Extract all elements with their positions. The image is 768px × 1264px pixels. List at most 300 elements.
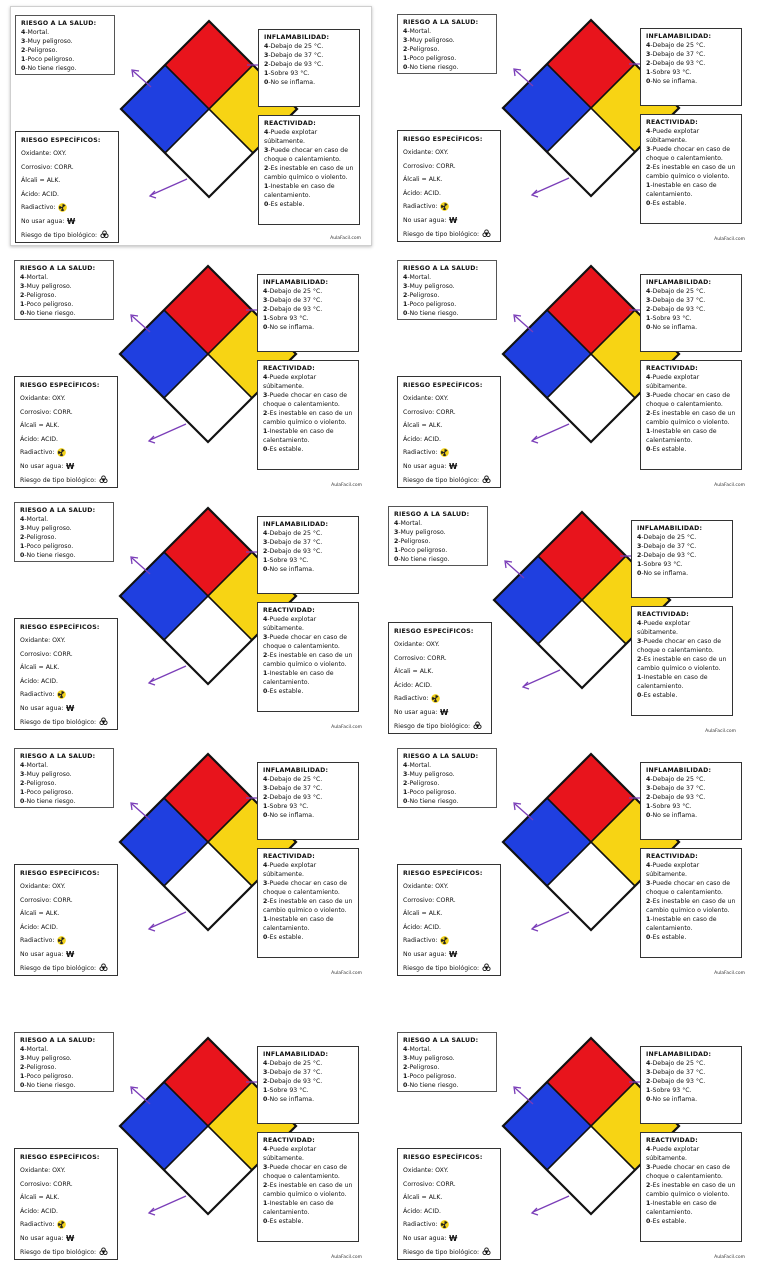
legend-level-number: 4 xyxy=(646,1060,651,1067)
legend-line xyxy=(646,775,736,784)
legend-level-text: -Debajo de 25 °C. xyxy=(267,776,323,783)
legend-level-number: 0 xyxy=(646,446,651,453)
legend-line xyxy=(646,127,736,145)
biohazard-icon xyxy=(99,475,108,484)
legend-level-text: -Mortal. xyxy=(407,762,432,769)
legend-line xyxy=(646,793,736,802)
legend-level-number: 3 xyxy=(263,539,268,546)
legend-line xyxy=(646,145,736,163)
specific-risk-line xyxy=(20,1218,112,1232)
legend-line xyxy=(646,915,736,933)
legend-level-number: 4 xyxy=(646,374,651,381)
legend-line xyxy=(264,60,354,69)
specific-risk-text: Álcali = ALK. xyxy=(403,176,443,184)
legend-line xyxy=(403,1072,491,1081)
health-legend-box xyxy=(14,748,114,808)
legend-level-text: -Es estable. xyxy=(650,200,687,207)
specific-risk-text: Ácido: ACID. xyxy=(20,677,59,685)
legend-level-number: 3 xyxy=(263,297,268,304)
legend-line xyxy=(403,273,491,282)
legend-level-text: -Poco peligroso. xyxy=(407,1073,457,1080)
arrow-health xyxy=(515,70,533,86)
legend-line xyxy=(637,560,727,569)
specific-risk-line xyxy=(20,702,112,716)
legend-level-number: 3 xyxy=(646,1069,651,1076)
legend-line xyxy=(263,314,353,323)
legend-line xyxy=(264,164,354,182)
legend-level-number: 2 xyxy=(403,1064,408,1071)
radioactive-icon xyxy=(431,694,440,703)
legend-level-number: 3 xyxy=(646,51,651,58)
legend-level-number: 2 xyxy=(394,538,399,545)
specific-risk-text: Álcali = ALK. xyxy=(403,910,443,918)
specific-risk-line xyxy=(20,962,112,976)
legend-line xyxy=(403,1054,491,1063)
legend-level-number: 4 xyxy=(264,129,269,136)
specific-risk-text: Oxidante: OXY. xyxy=(403,1167,449,1174)
legend-line xyxy=(263,687,353,696)
specific-risk-line xyxy=(20,921,112,935)
legend-line xyxy=(263,793,353,802)
legend-level-text: -Inestable en caso de calentamiento. xyxy=(646,428,717,444)
specific-risk-line xyxy=(403,1246,495,1260)
specific-risk-legend-box xyxy=(388,622,492,734)
specific-risk-text: Riesgo de tipo biológico: xyxy=(403,964,480,972)
legend-level-number: 3 xyxy=(646,880,651,887)
legend-level-number: 4 xyxy=(20,1046,25,1053)
legend-level-text: -Puede chocar en caso de choque o calentamiento. xyxy=(264,147,349,163)
legend-level-text: -Muy peligroso. xyxy=(24,771,72,778)
specific-risk-text: No usar agua: xyxy=(20,1234,64,1242)
legend-level-number: 0 xyxy=(646,78,651,85)
radioactive-icon xyxy=(440,1220,449,1229)
reactivity-legend-title: REACTIVIDAD: xyxy=(646,1137,698,1144)
legend-level-number: 4 xyxy=(263,1146,268,1153)
legend-level-text: -No tiene riesgo. xyxy=(24,310,76,317)
legend-level-text: -No se inflama. xyxy=(650,324,698,331)
legend-level-text: -Debajo de 25 °C. xyxy=(267,1060,323,1067)
legend-level-text: -No se inflama. xyxy=(268,79,316,86)
legend-level-text: -Muy peligroso. xyxy=(407,771,455,778)
specific-risk-text: Álcali = ALK. xyxy=(394,668,434,676)
legend-level-number: 2 xyxy=(20,780,25,787)
specific-risk-line xyxy=(21,201,113,215)
legend-level-text: -Puede chocar en caso de choque o calentamiento. xyxy=(263,1164,348,1180)
legend-level-number: 0 xyxy=(646,1218,651,1225)
no-water-icon xyxy=(440,707,449,716)
legend-level-number: 3 xyxy=(646,392,651,399)
no-water-icon xyxy=(449,215,458,224)
legend-level-text: -No se inflama. xyxy=(641,570,689,577)
health-legend-box xyxy=(397,260,497,320)
legend-level-text: -Es estable. xyxy=(641,692,678,699)
nfpa-label-card xyxy=(10,740,372,980)
legend-level-number: 1 xyxy=(637,674,642,681)
flammability-legend-title: INFLAMABILIDAD: xyxy=(263,279,329,286)
radioactive-icon xyxy=(440,202,449,211)
legend-level-text: -Debajo de 37 °C. xyxy=(650,1069,706,1076)
nfpa-label-card xyxy=(10,6,372,246)
arrow-health xyxy=(506,562,524,578)
legend-level-number: 1 xyxy=(263,428,268,435)
legend-level-text: -Poco peligroso. xyxy=(407,55,457,62)
legend-level-number: 0 xyxy=(263,324,268,331)
legend-line xyxy=(20,273,108,282)
legend-line xyxy=(20,779,108,788)
flammability-legend-box xyxy=(257,762,359,840)
legend-level-text: -Sobre 93 °C. xyxy=(641,561,683,568)
reactivity-legend-box xyxy=(640,114,742,224)
health-legend-lines xyxy=(394,519,482,564)
legend-level-number: 2 xyxy=(263,548,268,555)
biohazard-icon xyxy=(100,230,109,239)
legend-level-number: 0 xyxy=(646,200,651,207)
radioactive-icon xyxy=(58,203,67,212)
legend-level-number: 3 xyxy=(263,634,268,641)
legend-line xyxy=(646,296,736,305)
legend-level-text: -No tiene riesgo. xyxy=(407,798,459,805)
legend-level-number: 3 xyxy=(394,529,399,536)
legend-line xyxy=(263,861,353,879)
flammability-legend-title: INFLAMABILIDAD: xyxy=(637,525,703,532)
legend-level-text: -Inestable en caso de calentamiento. xyxy=(646,1200,717,1216)
legend-line xyxy=(20,788,108,797)
legend-line xyxy=(646,305,736,314)
legend-line xyxy=(646,1145,736,1163)
specific-risk-text: Radiactivo: xyxy=(20,937,55,945)
legend-level-text: -No tiene riesgo. xyxy=(24,798,76,805)
legend-level-text: -Peligroso. xyxy=(24,292,57,299)
no-water-icon xyxy=(67,216,76,225)
specific-risk-text: No usar agua: xyxy=(403,1234,447,1242)
specific-risk-text: Radiactivo: xyxy=(403,203,438,211)
legend-line xyxy=(403,779,491,788)
legend-level-number: 2 xyxy=(403,46,408,53)
specific-risk-line xyxy=(403,160,495,174)
specific-risk-line xyxy=(21,188,113,202)
legend-level-text: -Es estable. xyxy=(267,1218,304,1225)
legend-line xyxy=(394,528,482,537)
health-legend-lines xyxy=(20,273,108,318)
legend-level-number: 3 xyxy=(646,146,651,153)
legend-level-number: 0 xyxy=(403,798,408,805)
specific-risk-text: Riesgo de tipo biológico: xyxy=(403,1248,480,1256)
health-legend-title: RIESGO A LA SALUD: xyxy=(403,19,479,26)
health-legend-lines xyxy=(21,28,109,73)
legend-level-number: 3 xyxy=(20,283,25,290)
legend-line xyxy=(403,1063,491,1072)
legend-line xyxy=(646,391,736,409)
legend-line xyxy=(403,282,491,291)
specific-risk-text: Oxidante: OXY. xyxy=(403,395,449,402)
legend-line xyxy=(646,445,736,454)
specific-risk-text: Ácido: ACID. xyxy=(403,189,442,197)
legend-line xyxy=(263,1068,353,1077)
legend-line xyxy=(646,802,736,811)
legend-level-number: 3 xyxy=(646,785,651,792)
legend-line xyxy=(646,1181,736,1199)
flammability-legend-box xyxy=(640,274,742,352)
specific-risk-legend-title: RIESGO ESPECÍFICOS: xyxy=(20,870,100,877)
specific-risk-line xyxy=(21,229,113,243)
legend-level-text: -Debajo de 25 °C. xyxy=(267,288,323,295)
site-credit: AulaFacil.com xyxy=(331,1255,362,1260)
legend-level-text: -Debajo de 93 °C. xyxy=(650,1078,706,1085)
legend-level-text: -Debajo de 93 °C. xyxy=(650,60,706,67)
arrow-specific xyxy=(150,666,186,682)
legend-line xyxy=(403,761,491,770)
legend-level-number: 3 xyxy=(646,1164,651,1171)
arrow-health xyxy=(132,558,150,574)
no-water-icon xyxy=(66,461,75,470)
reactivity-legend-box xyxy=(257,848,359,958)
flammability-legend-title: INFLAMABILIDAD: xyxy=(264,34,330,41)
arrow-specific xyxy=(150,1196,186,1212)
specific-risk-text: Riesgo de tipo biológico: xyxy=(20,964,97,972)
specific-risk-text: Ácido: ACID. xyxy=(21,190,60,198)
legend-level-text: -Poco peligroso. xyxy=(24,543,74,550)
specific-risk-line xyxy=(20,460,112,474)
reactivity-legend-lines xyxy=(646,373,736,454)
legend-line xyxy=(20,282,108,291)
legend-line xyxy=(263,391,353,409)
legend-level-text: -Muy peligroso. xyxy=(407,37,455,44)
legend-line xyxy=(263,879,353,897)
legend-level-text: -Puede explotar súbitamente. xyxy=(263,616,317,632)
no-water-icon xyxy=(449,949,458,958)
specific-risk-line xyxy=(20,880,112,894)
specific-risk-text: Álcali = ALK. xyxy=(21,177,61,185)
svg-text:W: W xyxy=(67,216,76,225)
legend-level-text: -Puede explotar súbitamente. xyxy=(646,1146,700,1162)
legend-line xyxy=(646,181,736,199)
health-legend-box xyxy=(397,748,497,808)
legend-level-number: 1 xyxy=(263,670,268,677)
legend-level-text: -Debajo de 37 °C. xyxy=(650,51,706,58)
specific-risk-text: No usar agua: xyxy=(403,216,447,224)
legend-line xyxy=(20,1072,108,1081)
legend-level-text: -Puede explotar súbitamente. xyxy=(637,620,691,636)
legend-level-text: -Muy peligroso. xyxy=(24,525,72,532)
legend-line xyxy=(263,323,353,332)
specific-risk-text: Riesgo de tipo biológico: xyxy=(21,231,98,239)
legend-line xyxy=(20,533,108,542)
specific-risk-legend-lines xyxy=(20,1164,112,1259)
legend-level-number: 1 xyxy=(263,803,268,810)
reactivity-legend-title: REACTIVIDAD: xyxy=(637,611,689,618)
legend-level-number: 2 xyxy=(263,794,268,801)
legend-level-number: 4 xyxy=(20,762,25,769)
site-credit: AulaFacil.com xyxy=(330,236,361,241)
legend-level-text: -Sobre 93 °C. xyxy=(650,69,692,76)
legend-level-text: -Puede chocar en caso de choque o calentamiento. xyxy=(646,392,731,408)
flammability-legend-title: INFLAMABILIDAD: xyxy=(263,521,329,528)
legend-line xyxy=(646,68,736,77)
svg-text:W: W xyxy=(449,949,458,958)
specific-risk-text: Radiactivo: xyxy=(394,695,429,703)
specific-risk-text: No usar agua: xyxy=(403,462,447,470)
arrow-specific xyxy=(533,424,569,440)
specific-risk-legend-title: RIESGO ESPECÍFICOS: xyxy=(20,1154,100,1161)
legend-line xyxy=(263,1145,353,1163)
legend-level-text: -Inestable en caso de calentamiento. xyxy=(264,183,335,199)
legend-level-text: -Peligroso. xyxy=(407,292,440,299)
specific-risk-line xyxy=(394,679,486,693)
legend-level-text: -Sobre 93 °C. xyxy=(267,803,309,810)
health-legend-box xyxy=(15,15,115,75)
health-legend-title: RIESGO A LA SALUD: xyxy=(394,511,470,518)
legend-line xyxy=(394,537,482,546)
legend-line xyxy=(263,1217,353,1226)
legend-level-number: 4 xyxy=(263,1060,268,1067)
arrow-specific xyxy=(533,178,569,194)
specific-risk-text: Ácido: ACID. xyxy=(403,1207,442,1215)
specific-risk-line xyxy=(403,419,495,433)
legend-line xyxy=(264,146,354,164)
specific-risk-line xyxy=(394,638,486,652)
specific-risk-line xyxy=(403,962,495,976)
legend-line xyxy=(263,556,353,565)
legend-level-number: 2 xyxy=(646,410,651,417)
specific-risk-text: Riesgo de tipo biológico: xyxy=(394,722,471,730)
legend-level-number: 4 xyxy=(263,530,268,537)
legend-level-text: -Peligroso. xyxy=(407,780,440,787)
health-legend-title: RIESGO A LA SALUD: xyxy=(20,507,96,514)
legend-line xyxy=(263,373,353,391)
nfpa-label-card xyxy=(384,498,746,738)
legend-level-number: 3 xyxy=(20,525,25,532)
legend-line xyxy=(20,1054,108,1063)
legend-level-text: -Es estable. xyxy=(267,934,304,941)
specific-risk-text: Corrosivo: CORR. xyxy=(403,896,456,904)
legend-line xyxy=(263,305,353,314)
arrow-health xyxy=(133,71,151,87)
legend-level-number: 4 xyxy=(646,1146,651,1153)
legend-level-number: 0 xyxy=(263,446,268,453)
reactivity-legend-box xyxy=(257,1132,359,1242)
legend-level-text: -Inestable en caso de calentamiento. xyxy=(646,916,717,932)
legend-level-number: 1 xyxy=(21,56,26,63)
legend-level-number: 0 xyxy=(646,812,651,819)
site-credit: AulaFacil.com xyxy=(331,725,362,730)
specific-risk-line xyxy=(403,894,495,908)
legend-level-number: 1 xyxy=(394,547,399,554)
legend-level-number: 4 xyxy=(646,288,651,295)
legend-level-text: -Es estable. xyxy=(267,446,304,453)
legend-level-text: -Poco peligroso. xyxy=(25,56,75,63)
specific-risk-text: Corrosivo: CORR. xyxy=(403,162,456,170)
biohazard-icon xyxy=(99,963,108,972)
legend-level-text: -Debajo de 25 °C. xyxy=(267,530,323,537)
reactivity-legend-lines xyxy=(264,128,354,209)
specific-risk-text: Ácido: ACID. xyxy=(394,681,433,689)
legend-line xyxy=(646,314,736,323)
legend-line xyxy=(263,897,353,915)
legend-level-number: 1 xyxy=(403,789,408,796)
specific-risk-line xyxy=(20,934,112,948)
specific-risk-line xyxy=(20,1232,112,1246)
legend-level-text: -Inestable en caso de calentamiento. xyxy=(263,428,334,444)
legend-line xyxy=(637,533,727,542)
specific-risk-text: Oxidante: OXY. xyxy=(21,150,67,157)
legend-level-text: -Debajo de 93 °C. xyxy=(267,306,323,313)
specific-risk-line xyxy=(403,173,495,187)
specific-risk-line xyxy=(403,146,495,160)
legend-level-number: 2 xyxy=(646,1182,651,1189)
legend-level-text: -Debajo de 37 °C. xyxy=(267,297,323,304)
legend-line xyxy=(646,59,736,68)
legend-level-text: -Peligroso. xyxy=(407,46,440,53)
legend-level-number: 1 xyxy=(637,561,642,568)
legend-level-text: -Poco peligroso. xyxy=(398,547,448,554)
no-water-icon xyxy=(449,1233,458,1242)
specific-risk-text: Oxidante: OXY. xyxy=(20,883,66,890)
specific-risk-text: Corrosivo: CORR. xyxy=(20,650,73,658)
specific-risk-legend-title: RIESGO ESPECÍFICOS: xyxy=(20,624,100,631)
legend-line xyxy=(403,1045,491,1054)
legend-level-text: -Poco peligroso. xyxy=(407,301,457,308)
legend-level-number: 2 xyxy=(403,292,408,299)
legend-level-number: 4 xyxy=(20,274,25,281)
site-credit: AulaFacil.com xyxy=(714,971,745,976)
legend-level-number: 1 xyxy=(20,1073,25,1080)
legend-level-number: 0 xyxy=(403,64,408,71)
biohazard-icon xyxy=(473,721,482,730)
specific-risk-line xyxy=(403,474,495,488)
specific-risk-line xyxy=(20,894,112,908)
legend-line xyxy=(646,784,736,793)
legend-level-text: -Debajo de 25 °C. xyxy=(650,288,706,295)
specific-risk-line xyxy=(20,1246,112,1260)
specific-risk-line xyxy=(403,406,495,420)
reactivity-legend-box xyxy=(640,848,742,958)
reactivity-legend-lines xyxy=(646,127,736,208)
legend-level-text: -Es estable. xyxy=(650,1218,687,1225)
legend-level-number: 2 xyxy=(637,552,642,559)
arrow-health xyxy=(515,804,533,820)
specific-risk-line xyxy=(20,688,112,702)
specific-risk-text: Radiactivo: xyxy=(20,449,55,457)
reactivity-legend-lines xyxy=(263,615,353,696)
specific-risk-line xyxy=(394,652,486,666)
legend-level-text: -Es inestable en caso de un cambio químico o violento. xyxy=(263,1182,353,1198)
specific-risk-line xyxy=(403,948,495,962)
legend-level-text: -Poco peligroso. xyxy=(24,1073,74,1080)
specific-risk-text: Ácido: ACID. xyxy=(20,1207,59,1215)
health-legend-title: RIESGO A LA SALUD: xyxy=(21,20,97,27)
legend-line xyxy=(263,633,353,651)
legend-level-text: -Debajo de 37 °C. xyxy=(267,1069,323,1076)
legend-line xyxy=(20,300,108,309)
legend-level-text: -Poco peligroso. xyxy=(407,789,457,796)
specific-risk-text: Corrosivo: CORR. xyxy=(20,408,73,416)
legend-line xyxy=(20,309,108,318)
legend-level-text: -Sobre 93 °C. xyxy=(650,1087,692,1094)
legend-line xyxy=(20,770,108,779)
biohazard-icon xyxy=(482,229,491,238)
specific-risk-legend-lines xyxy=(20,392,112,487)
legend-line xyxy=(263,615,353,633)
legend-level-text: -Es inestable en caso de un cambio químico o violento. xyxy=(264,165,354,181)
arrow-health xyxy=(132,804,150,820)
legend-level-text: -No tiene riesgo. xyxy=(407,64,459,71)
reactivity-legend-title: REACTIVIDAD: xyxy=(263,607,315,614)
legend-line xyxy=(637,673,727,691)
specific-risk-legend-lines xyxy=(394,638,486,733)
specific-risk-line xyxy=(20,648,112,662)
health-legend-title: RIESGO A LA SALUD: xyxy=(403,1037,479,1044)
arrow-specific xyxy=(150,912,186,928)
